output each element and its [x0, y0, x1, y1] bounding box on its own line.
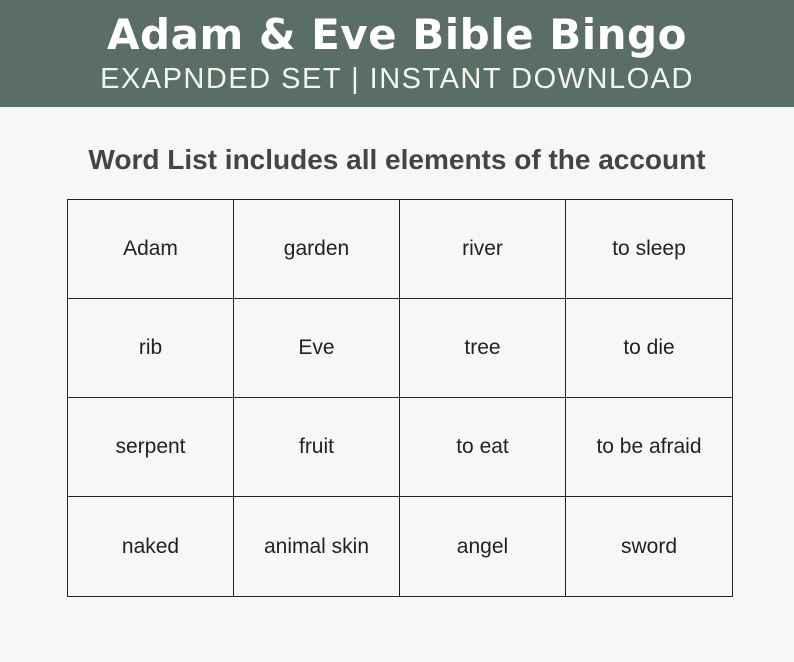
banner-subtitle: EXAPNDED SET | INSTANT DOWNLOAD [100, 63, 694, 95]
word-cell: river [400, 200, 566, 299]
word-cell: to be afraid [566, 398, 732, 497]
word-cell: animal skin [234, 497, 400, 596]
word-cell: fruit [234, 398, 400, 497]
word-cell: to eat [400, 398, 566, 497]
word-cell: Adam [68, 200, 234, 299]
word-cell: sword [620, 534, 678, 558]
word-cell: garden [234, 200, 400, 299]
word-cell: angel [400, 497, 566, 596]
word-cell: rib [68, 299, 234, 398]
word-list-heading: Word List includes all elements of the account [88, 144, 706, 175]
word-cell: serpent [68, 398, 234, 497]
banner-title: Adam & Eve Bible Bingo [107, 10, 687, 59]
word-cell: to die [566, 299, 732, 398]
header-banner [0, 0, 794, 107]
word-cell: naked [68, 497, 234, 596]
word-cell: Eve [234, 299, 400, 398]
word-cell: tree [400, 299, 566, 398]
word-grid [67, 199, 733, 597]
word-cell: to sleep [566, 200, 732, 299]
